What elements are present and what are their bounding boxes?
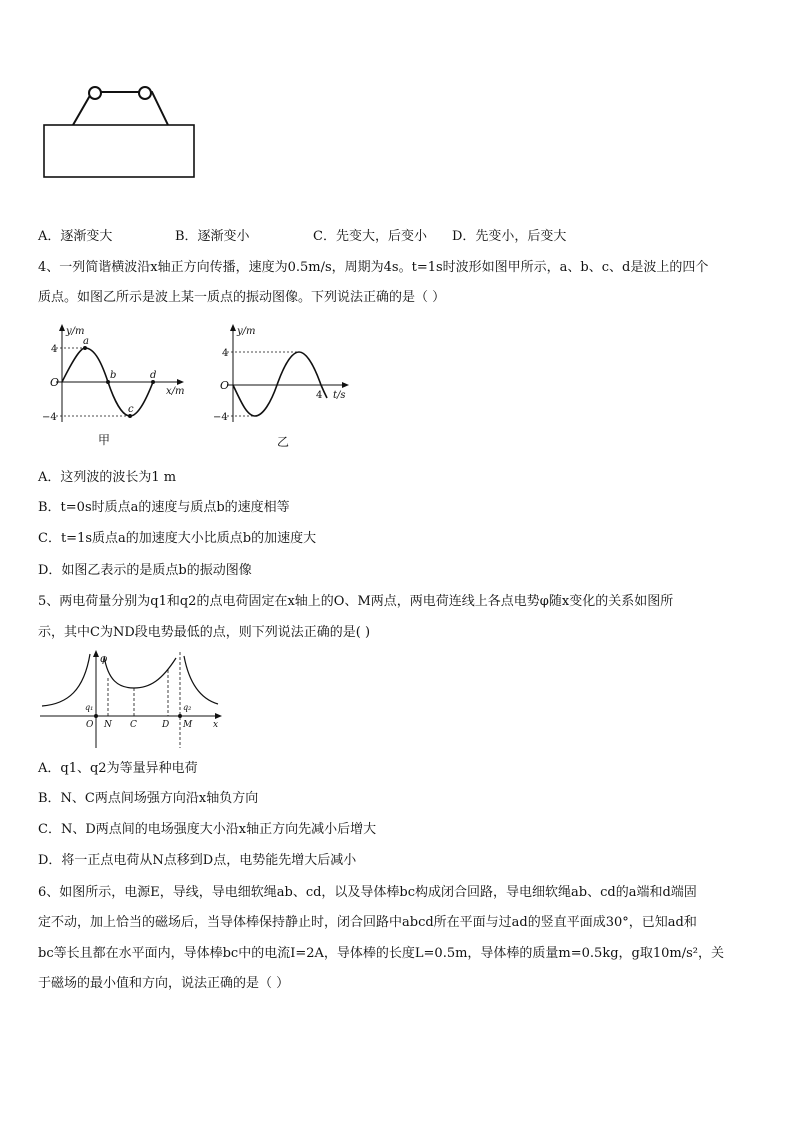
q4-option-c: C．t=1s质点a的加速度大小比质点b的加速度大 (38, 531, 317, 546)
q4-option-a: A．这列波的波长为1 m (38, 470, 177, 485)
q6-line4: 于磁场的最小值和方向，说法正确的是（ ） (38, 976, 290, 991)
q6-line1: 6、如图所示，电源E，导线，导电细软绳ab、cd，以及导体棒bc构成闭合回路，导电细软绳ab、cd的a端和d端固 (38, 885, 697, 900)
fig-a-origin: O (50, 376, 60, 389)
q5-fig-N: N (104, 720, 112, 730)
fig-b-tick-pos: 4 (222, 348, 229, 359)
q5-option-a: A．q1、q2为等量异种电荷 (38, 761, 198, 776)
q4-option-b: B．t=0s时质点a的速度与质点b的速度相等 (38, 500, 290, 515)
q4-stem-line1: 4、一列简谐横波沿x轴正方向传播，速度为0.5m/s，周期为4s。t=1s时波形如图甲所示，a、b、c、d是波上的四个 (38, 260, 709, 275)
fig-b-tick-neg: −4 (213, 412, 228, 423)
fig-b-origin: O (220, 379, 230, 392)
q4-stem-line2: 质点。如图乙所示是波上某一质点的振动图像。下列说法正确的是（ ） (38, 290, 446, 305)
q3-option-a: A．逐渐变大 (38, 229, 113, 244)
fig-b-tick-x: 4 (316, 390, 323, 401)
q5-fig-x: x (213, 720, 219, 730)
q3-option-d: D．先变小，后变大 (452, 229, 567, 244)
q5-option-d: D．将一正点电荷从N点移到D点，电势能先增大后减小 (38, 853, 357, 868)
q6-line2: 定不动，加上恰当的磁场后，当导体棒保持静止时，闭合回路中abcd所在平面与过ad的竖直平面成30°，已知ad和 (38, 915, 697, 930)
q5-fig-D: D (162, 720, 170, 730)
q5-stem-line1: 5、两电荷量分别为q1和q2的点电荷固定在x轴上的O、M两点，两电荷连线上各点电势φ随x变化的关系如图所 (38, 594, 674, 609)
q6-line3: bc等长且都在水平面内，导体棒bc中的电流I=2A，导体棒的长度L=0.5m，导体棒的质量m=0.5kg，g取10m/s²，关 (38, 946, 724, 961)
q5-fig-M: M (183, 720, 193, 730)
fig-a-xlabel: x/m (166, 386, 185, 397)
q5-fig-q2: q₂ (183, 703, 192, 712)
q3-option-b: B．逐渐变小 (175, 229, 250, 244)
fig-a-tick-neg: −4 (42, 412, 57, 423)
fig-a-tick-pos: 4 (51, 344, 58, 355)
fig-b-xlabel: t/s (333, 390, 346, 401)
q5-fig-q1: q₁ (85, 703, 94, 712)
q5-option-c: C．N、D两点间的电场强度大小沿x轴正方向先减小后增大 (38, 822, 377, 837)
fig-b-caption: 乙 (277, 435, 290, 449)
fig-a-point-d: d (150, 370, 157, 381)
q5-option-b: B．N、C两点间场强方向沿x轴负方向 (38, 791, 259, 806)
fig-a-caption: 甲 (98, 433, 111, 447)
fig-a-ylabel: y/m (66, 326, 85, 337)
pulley-box-figure (40, 80, 200, 180)
fig-b-ylabel: y/m (237, 326, 256, 337)
q4-option-d: D．如图乙表示的是质点b的振动图像 (38, 563, 252, 578)
fig-a-point-a: a (83, 336, 89, 347)
q5-fig-O: O (86, 720, 94, 730)
q3-option-c: C．先变大，后变小 (313, 229, 427, 244)
q5-potential-figure (38, 648, 228, 752)
fig-a-point-b: b (110, 370, 117, 381)
q5-fig-C: C (130, 720, 137, 730)
fig-a-point-c: c (128, 404, 134, 415)
q5-fig-phi: φ (100, 654, 108, 665)
q4-waveform-figure (40, 322, 200, 450)
q5-stem-line2: 示，其中C为ND段电势最低的点，则下列说法正确的是( ) (38, 625, 371, 640)
q4-vibration-figure (205, 322, 365, 450)
